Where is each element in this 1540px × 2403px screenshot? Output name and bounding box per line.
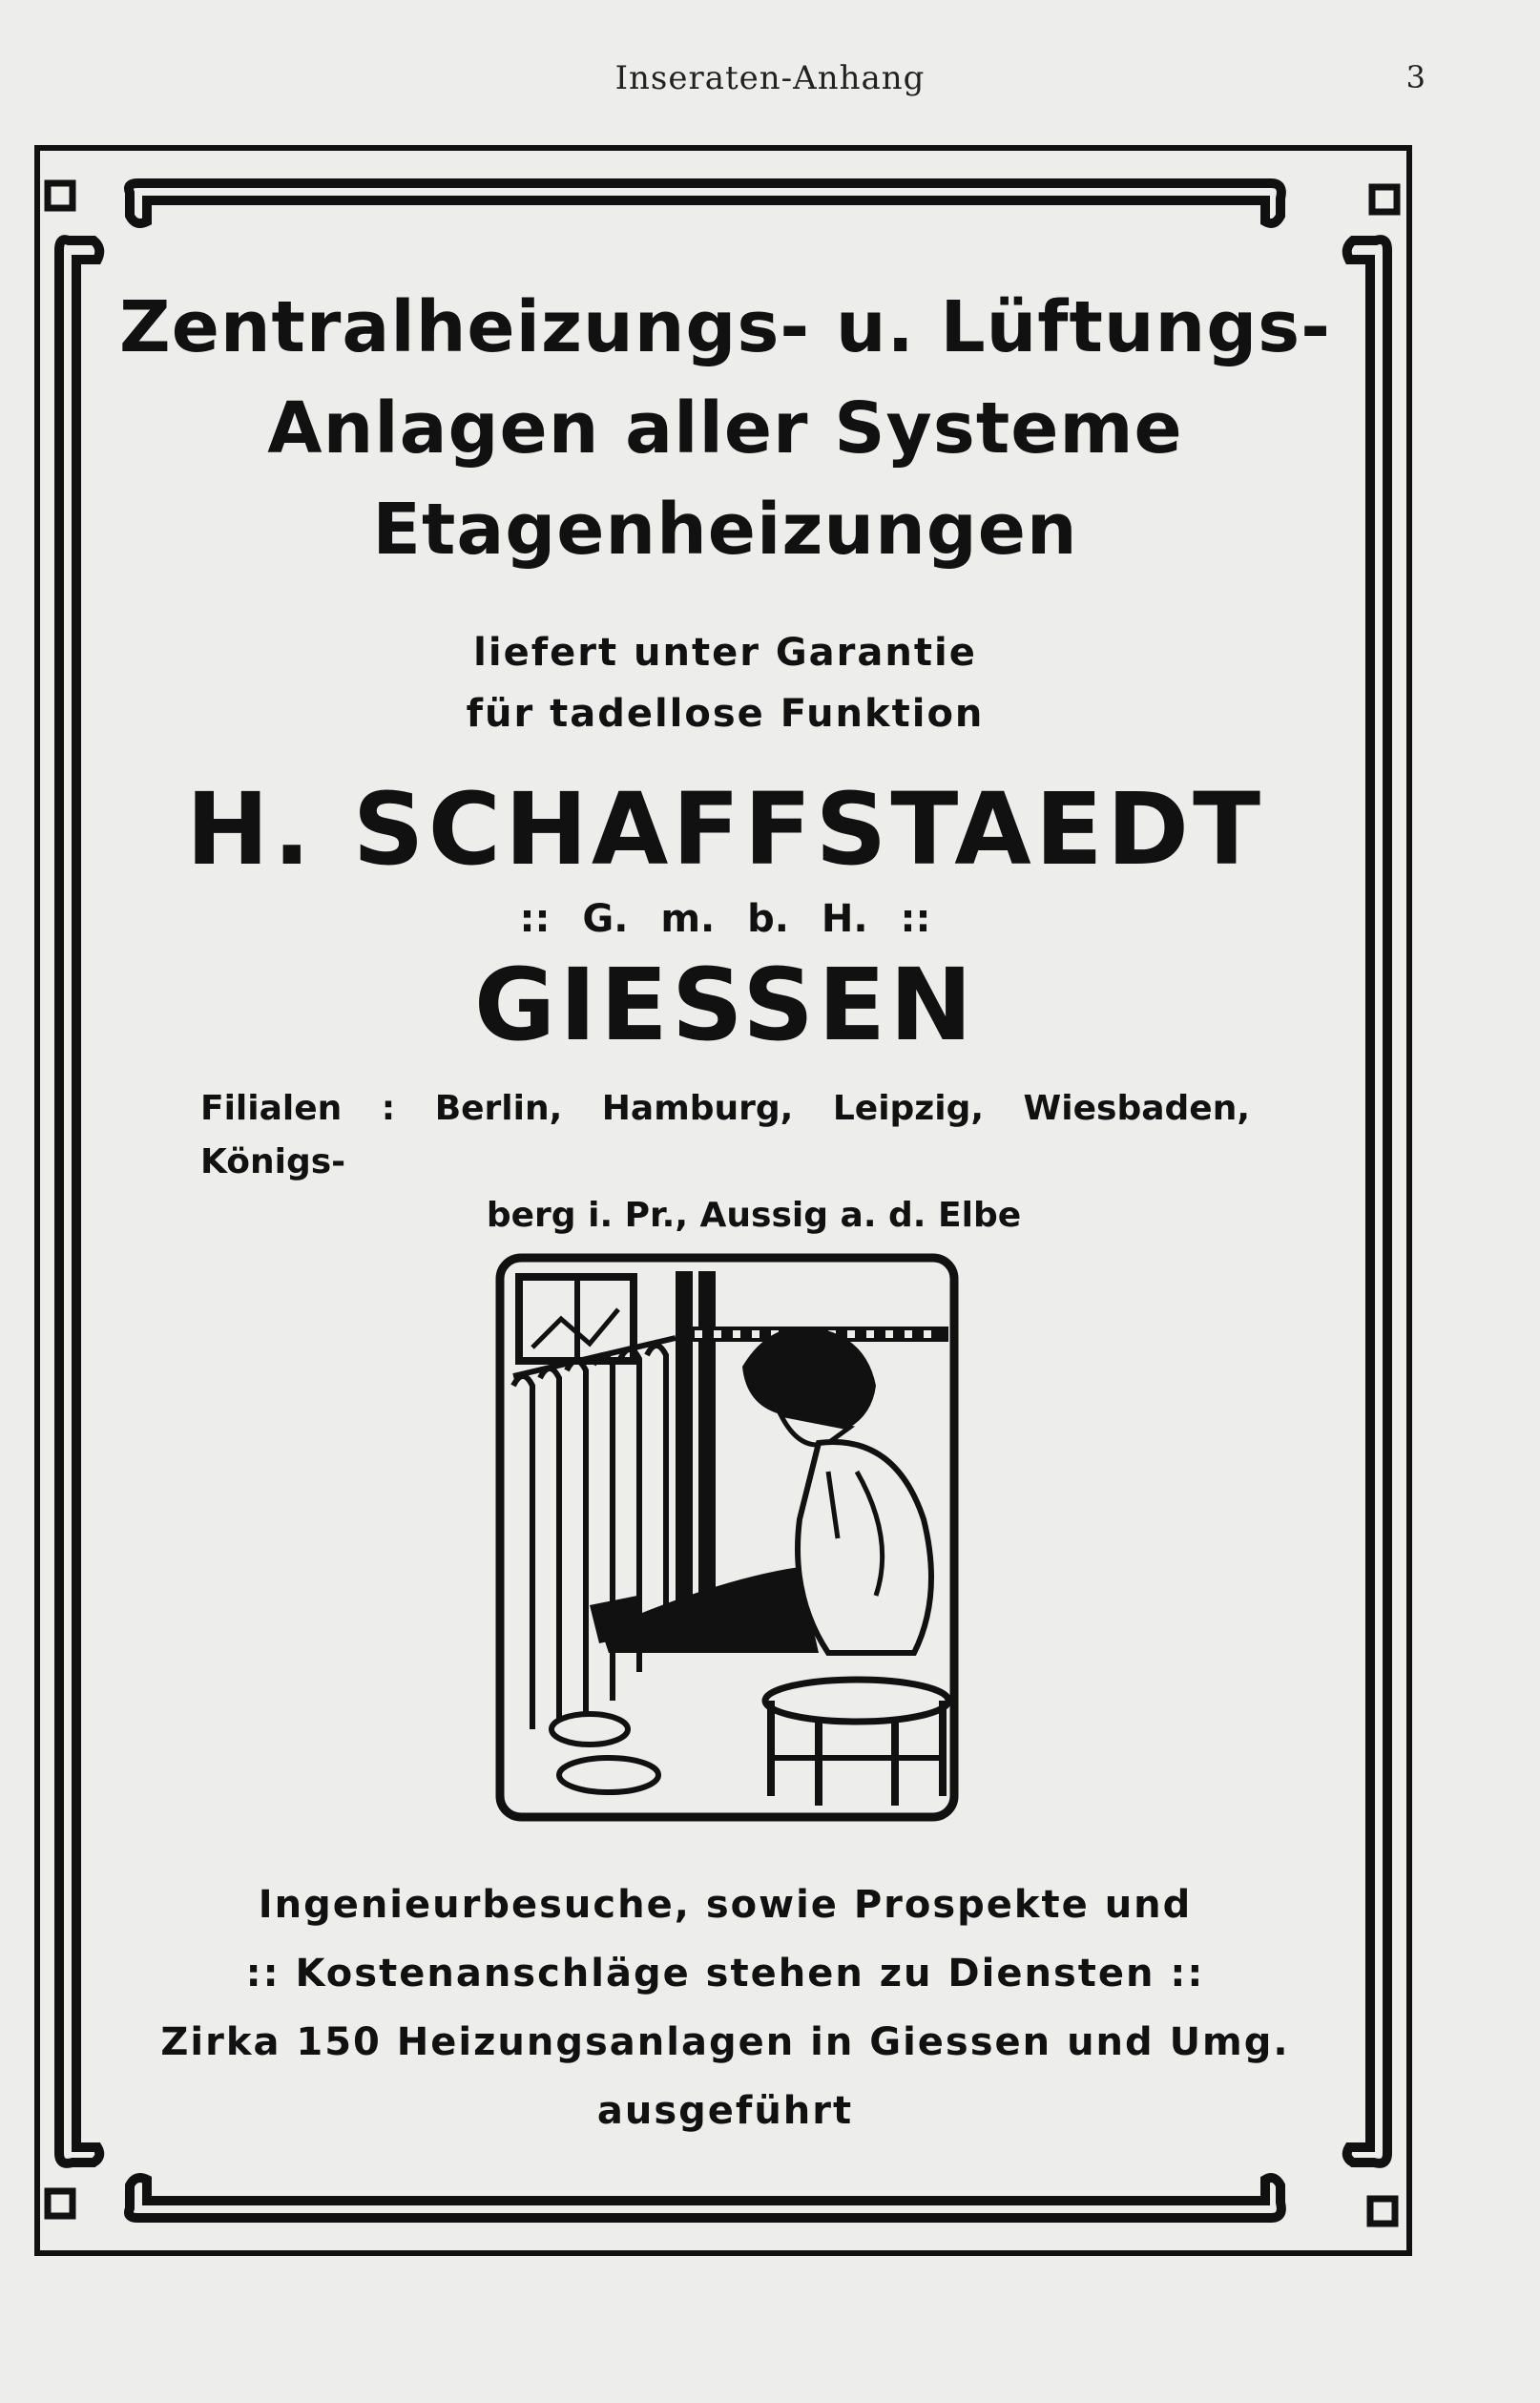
closing-line-4: ausgeführt bbox=[596, 2089, 854, 2133]
closing-text bbox=[105, 1870, 1345, 2145]
page-number: 3 bbox=[1405, 59, 1426, 95]
headline-line-3: Etagenheizungen bbox=[372, 489, 1078, 571]
guarantee-line-2: für tadellose Funktion bbox=[466, 692, 985, 736]
headline-line-2: Anlagen aller Systeme bbox=[267, 387, 1183, 470]
company-city: GIESSEN bbox=[473, 947, 977, 1063]
legal-form: :: G. m. b. H. :: bbox=[519, 897, 931, 941]
branch-line-2: berg i. Pr., Aussig a. d. Elbe bbox=[486, 1196, 1022, 1235]
page-header bbox=[0, 59, 1540, 107]
advertisement-body bbox=[105, 277, 1345, 1243]
closing-line-3: Zirka 150 Heizungsanlagen in Giessen und Umg. bbox=[160, 2020, 1290, 2064]
headline-line-1: Zentralheizungs- u. Lüftungs- bbox=[119, 286, 1331, 368]
guarantee-line-1: liefert unter Garantie bbox=[473, 631, 977, 675]
branch-line-1: Filialen : Berlin, Hamburg, Leipzig, Wiesbaden, Königs- bbox=[200, 1089, 1250, 1181]
branch-list bbox=[200, 1082, 1250, 1243]
closing-line-1: Ingenieurbesuche, sowie Prospekte und bbox=[258, 1883, 1193, 1927]
company-name: H. SCHAFFSTAEDT bbox=[185, 771, 1265, 888]
closing-line-2: :: Kostenanschläge stehen zu Diensten :: bbox=[245, 1952, 1205, 1996]
running-head: Inseraten-Anhang bbox=[614, 59, 926, 97]
boy-by-radiator-illustration bbox=[494, 1252, 960, 1823]
